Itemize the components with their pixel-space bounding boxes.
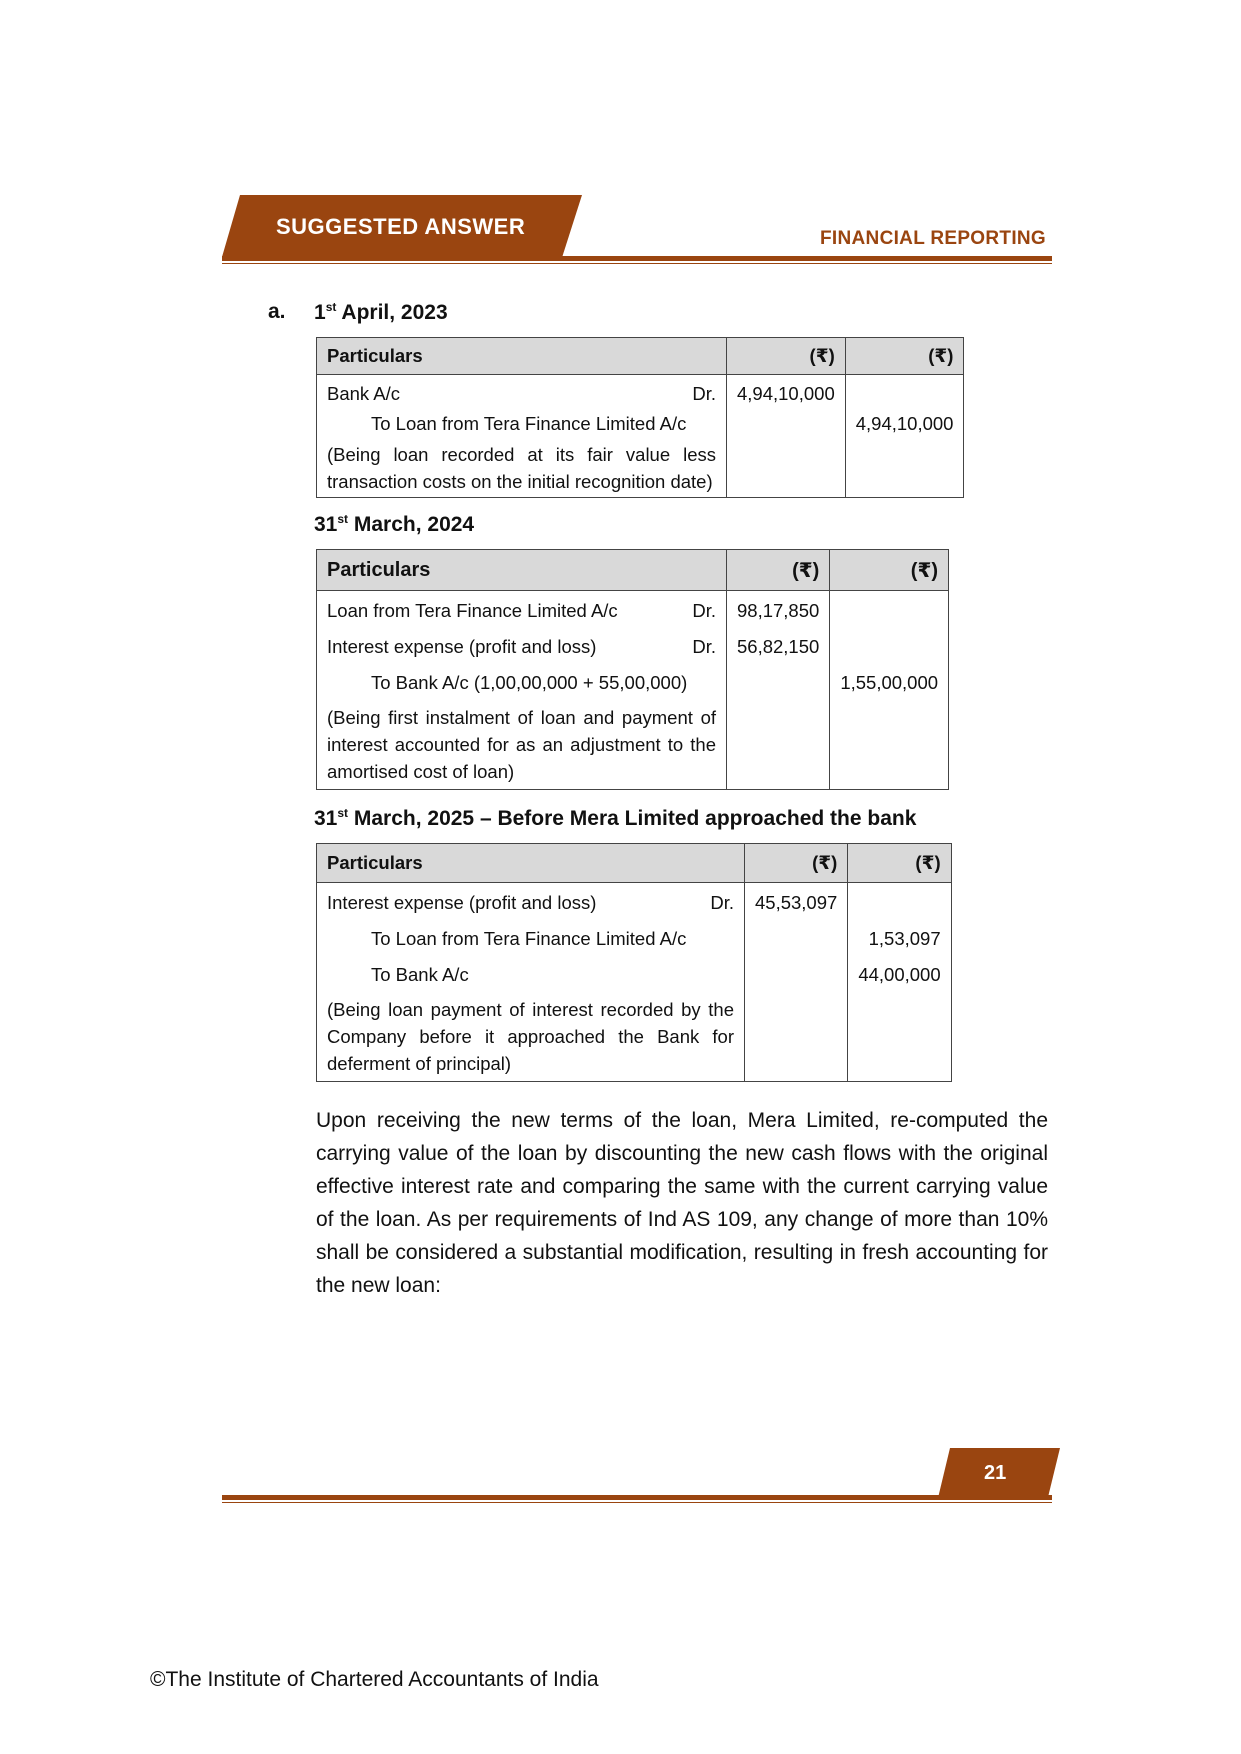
date-suffix: st xyxy=(337,806,349,820)
debit-amount xyxy=(727,405,846,435)
debit-amount xyxy=(745,914,848,950)
date-text: March, 2025 – Before Mera Limited approached the bank xyxy=(353,807,917,830)
entry-text: Interest expense (profit and loss) xyxy=(327,892,597,913)
col-credit: (₹) xyxy=(848,844,951,883)
credit-amount: 44,00,000 xyxy=(848,950,951,986)
page-content xyxy=(268,300,1048,1323)
date-suffix: st xyxy=(325,300,337,314)
table-row xyxy=(317,591,949,623)
entry-text: Loan from Tera Finance Limited A/c xyxy=(327,600,618,621)
entry-text: Interest expense (profit and loss) xyxy=(327,636,597,657)
credit-amount: 1,55,00,000 xyxy=(830,658,949,694)
table-row xyxy=(317,658,949,694)
table-row xyxy=(317,986,952,1082)
dr-marker: Dr. xyxy=(692,383,716,404)
date-text: March, 2024 xyxy=(353,513,475,536)
journal-table-1 xyxy=(316,337,964,498)
entry-text: To Loan from Tera Finance Limited A/c xyxy=(371,413,687,434)
journal-table-3 xyxy=(316,843,952,1082)
table-row xyxy=(317,694,949,790)
col-credit: (₹) xyxy=(845,338,964,375)
table-row xyxy=(317,405,964,435)
debit-amount xyxy=(727,658,830,694)
section-label: a. xyxy=(268,300,286,323)
debit-amount xyxy=(727,435,846,498)
col-particulars: Particulars xyxy=(317,338,727,375)
entry-text: To Bank A/c xyxy=(371,964,469,985)
col-debit: (₹) xyxy=(727,550,830,591)
debit-amount: 45,53,097 xyxy=(745,883,848,915)
date-day: 31 xyxy=(314,513,338,536)
date-suffix: st xyxy=(337,512,349,526)
credit-amount xyxy=(830,622,949,658)
entry-text: Bank A/c xyxy=(327,383,401,404)
table-header-row xyxy=(317,844,952,883)
body-paragraph: Upon receiving the new terms of the loan, Mera Limited, re-computed the carrying value of the loan by discounting the new cash flows with the original effective interest rate and comparing the same with the current carrying value of the loan. As per requirements of Ind AS 109, any change of more than 10% shall be considered a substantial modification, resulting in fresh accounting for the new loan: xyxy=(316,1109,1048,1297)
credit-amount xyxy=(845,375,964,406)
header-rule-thin xyxy=(222,263,1052,264)
footer-rule xyxy=(222,1495,1052,1500)
credit-amount: 4,94,10,000 xyxy=(845,405,964,435)
copyright-notice: ©The Institute of Chartered Accountants of India xyxy=(150,1668,599,1691)
section-heading xyxy=(314,806,1048,831)
header-tab-label: SUGGESTED ANSWER xyxy=(276,214,526,239)
col-debit: (₹) xyxy=(745,844,848,883)
credit-amount: 1,53,097 xyxy=(848,914,951,950)
subject-title: FINANCIAL REPORTING xyxy=(820,228,1046,249)
debit-amount: 56,82,150 xyxy=(727,622,830,658)
section-heading xyxy=(268,300,1048,325)
date-text: April, 2023 xyxy=(341,301,448,324)
col-particulars: Particulars xyxy=(317,844,745,883)
debit-amount xyxy=(727,694,830,790)
col-debit: (₹) xyxy=(727,338,846,375)
header-rule xyxy=(222,256,1052,261)
table-header-row xyxy=(317,338,964,375)
dr-marker: Dr. xyxy=(692,636,716,657)
footer-rule-thin xyxy=(222,1502,1052,1503)
dr-marker: Dr. xyxy=(692,600,716,621)
table-row xyxy=(317,914,952,950)
narration: (Being loan payment of interest recorded by the Company before it approached the Bank for deferment of principal) xyxy=(327,999,734,1074)
credit-amount xyxy=(848,883,951,915)
entry-text: To Bank A/c (1,00,00,000 + 55,00,000) xyxy=(371,672,688,693)
credit-amount xyxy=(830,694,949,790)
table-row xyxy=(317,435,964,498)
entry-text: To Loan from Tera Finance Limited A/c xyxy=(371,928,687,949)
date-day: 31 xyxy=(314,807,338,830)
col-particulars: Particulars xyxy=(317,550,727,591)
table-row xyxy=(317,950,952,986)
credit-amount xyxy=(848,986,951,1082)
debit-amount: 4,94,10,000 xyxy=(727,375,846,406)
page-number: 21 xyxy=(984,1462,1007,1484)
journal-table-2 xyxy=(316,549,949,790)
debit-amount xyxy=(745,950,848,986)
table-row xyxy=(317,622,949,658)
dr-marker: Dr. xyxy=(710,892,734,913)
narration: (Being loan recorded at its fair value less transaction costs on the initial recognition date) xyxy=(327,444,716,492)
credit-amount xyxy=(845,435,964,498)
table-row xyxy=(317,883,952,915)
debit-amount xyxy=(745,986,848,1082)
table-header-row xyxy=(317,550,949,591)
table-row xyxy=(317,375,964,406)
col-credit: (₹) xyxy=(830,550,949,591)
date-day: 1 xyxy=(314,301,326,324)
section-heading xyxy=(314,512,1048,537)
debit-amount: 98,17,850 xyxy=(727,591,830,623)
credit-amount xyxy=(830,591,949,623)
narration: (Being first instalment of loan and payment of interest accounted for as an adjustment to the amortised cost of loan) xyxy=(327,707,716,782)
